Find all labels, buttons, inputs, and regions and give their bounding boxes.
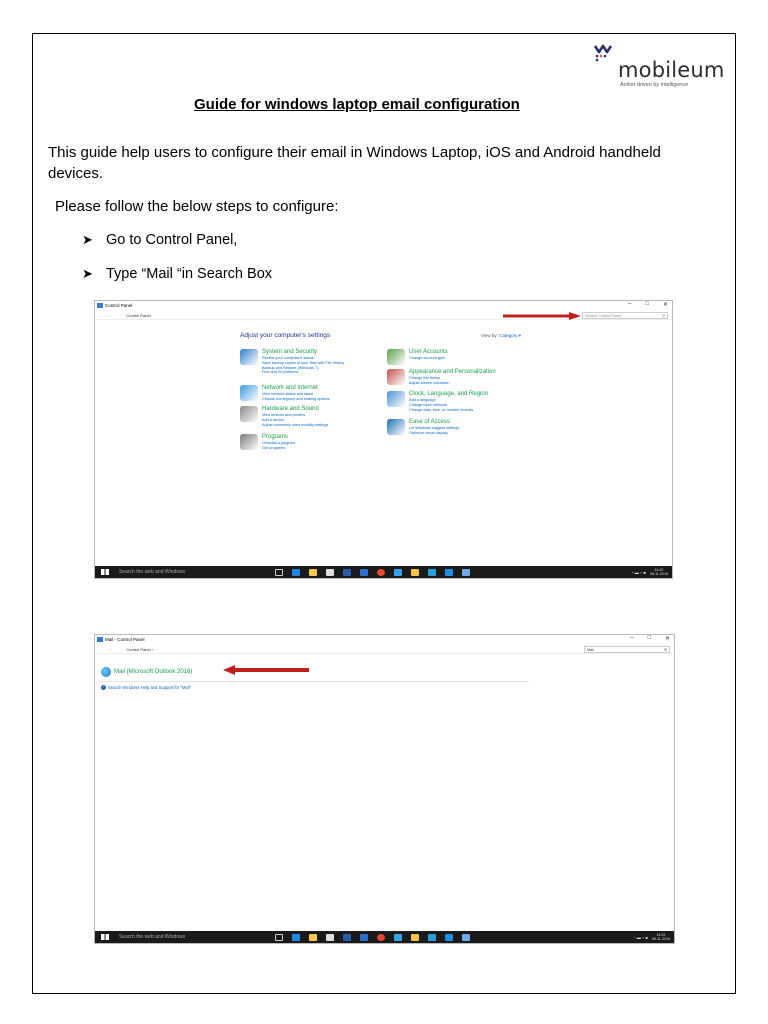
category-item — [387, 391, 488, 412]
result-divider — [99, 681, 529, 682]
skype-icon[interactable] — [445, 569, 453, 576]
search-placeholder: Search Control Panel — [585, 314, 622, 318]
search-input[interactable] — [582, 312, 668, 319]
steps-lead-text: Please follow the below steps to configure: — [55, 198, 339, 215]
window-title: Mail - Control Panel — [105, 637, 145, 642]
mail-result-text[interactable]: Mail (Microsoft Outlook 2016) — [114, 669, 193, 675]
search-icon: ⚲ — [662, 314, 665, 318]
bullet-arrow-icon: ➤ — [82, 232, 93, 247]
category-item — [387, 349, 448, 365]
category-title[interactable]: Ease of Access — [409, 419, 451, 425]
mail-icon — [101, 667, 111, 677]
clock[interactable] — [652, 933, 670, 941]
chrome-icon[interactable] — [377, 934, 385, 941]
maximize-button[interactable]: □ — [647, 635, 651, 641]
category-title[interactable]: Network and Internet — [262, 385, 318, 391]
edge-icon[interactable] — [292, 569, 300, 576]
app-icon[interactable] — [428, 569, 436, 576]
category-title[interactable]: User Accounts — [409, 349, 448, 355]
window-titlebar — [95, 301, 672, 310]
search-input[interactable] — [584, 646, 670, 653]
step-text: Type “Mail “in Search Box — [106, 266, 273, 282]
category-icon[interactable] — [387, 391, 405, 407]
folder-icon[interactable] — [411, 934, 419, 941]
category-link[interactable]: Optimize visual display — [409, 430, 448, 435]
ie-icon[interactable] — [394, 934, 402, 941]
category-link[interactable]: Add a language — [409, 398, 436, 402]
red-arrow-icon — [503, 312, 581, 320]
taskbar-search[interactable]: Search the web and Windows — [119, 569, 186, 575]
mail-result-link[interactable] — [101, 667, 192, 677]
category-item — [240, 349, 344, 375]
store-icon[interactable] — [326, 569, 334, 576]
category-title[interactable]: Hardware and Sound — [262, 406, 319, 412]
ie-icon[interactable] — [394, 569, 402, 576]
category-link[interactable]: Backup and Restore (Windows 7) — [262, 365, 319, 370]
minimize-button[interactable]: – — [630, 635, 634, 641]
word-icon[interactable] — [360, 934, 368, 941]
bullet-arrow-icon: ➤ — [82, 266, 93, 281]
file-explorer-icon[interactable] — [309, 934, 317, 941]
mobileum-logo-mark-icon — [594, 44, 614, 62]
address-text: Control Panel › — [126, 647, 154, 652]
task-view-icon[interactable] — [275, 569, 283, 576]
category-link[interactable]: Adjust screen resolution — [409, 380, 450, 385]
control-panel-icon[interactable] — [462, 569, 470, 576]
view-by-label: View by: — [481, 333, 498, 338]
system-tray — [632, 566, 668, 578]
help-link[interactable] — [101, 685, 191, 690]
category-link[interactable]: Change input methods — [409, 402, 448, 407]
taskbar-search[interactable]: Search the web and Windows — [119, 934, 186, 940]
cp-heading: Adjust your computer's settings — [240, 332, 331, 339]
category-link[interactable]: Change account type — [409, 356, 445, 360]
app-icon[interactable] — [428, 934, 436, 941]
category-icon[interactable] — [240, 406, 258, 422]
window-controls — [630, 635, 670, 642]
taskbar — [95, 566, 672, 578]
category-link[interactable]: Choose homegroup and sharing options — [262, 396, 330, 401]
category-item — [387, 369, 496, 386]
nav-arrows[interactable]: ← → ↑ — [99, 313, 112, 318]
control-panel-icon[interactable] — [462, 934, 470, 941]
taskbar-apps — [275, 934, 470, 941]
category-link[interactable]: Add a device — [262, 417, 284, 422]
red-arrow-icon — [223, 665, 309, 675]
view-by[interactable] — [481, 333, 521, 339]
category-icon[interactable] — [240, 349, 258, 365]
category-icon[interactable] — [240, 434, 258, 450]
control-panel-icon — [97, 637, 103, 642]
category-icon[interactable] — [387, 369, 405, 385]
help-icon: ? — [102, 685, 105, 689]
category-item — [240, 434, 295, 451]
step-item — [82, 232, 237, 248]
task-view-icon[interactable] — [275, 934, 283, 941]
nav-arrows[interactable]: ← → ↑ — [99, 647, 112, 652]
search-value: Mail — [587, 648, 594, 652]
store-icon[interactable] — [326, 934, 334, 941]
help-link-text[interactable]: Search Windows Help and Support for "Mail" — [108, 685, 192, 690]
skype-icon[interactable] — [445, 934, 453, 941]
category-link[interactable]: Review your computer's status — [262, 356, 314, 360]
logo-name: mobileum — [618, 58, 725, 82]
minimize-button[interactable]: – — [628, 301, 632, 307]
tray-icons[interactable]: ^ ▬ ⌁ ■ — [631, 569, 646, 575]
mobileum-logo — [594, 44, 725, 92]
clock[interactable] — [650, 568, 668, 576]
category-icon[interactable] — [387, 419, 405, 435]
category-link[interactable]: View devices and printers — [262, 413, 306, 417]
category-title[interactable]: Programs — [262, 434, 289, 440]
outlook-icon[interactable] — [343, 934, 351, 941]
category-title[interactable]: Appearance and Personalization — [409, 369, 496, 375]
folder-icon[interactable] — [411, 569, 419, 576]
window-title: Control Panel — [105, 303, 133, 308]
category-link[interactable]: Change the theme — [409, 376, 441, 380]
control-panel-icon — [97, 303, 103, 308]
address-text: Control Panel — [126, 313, 151, 318]
category-link[interactable]: Get programs — [262, 445, 286, 450]
clock-time: 14:02 — [654, 567, 664, 572]
category-title[interactable]: System and Security — [262, 349, 318, 355]
tray-icons[interactable]: ^ ▬ ⌁ ■ — [633, 934, 648, 940]
window-controls — [628, 301, 668, 308]
category-item — [387, 419, 459, 436]
clock-date: 08-11-2016 — [651, 937, 670, 941]
screenshot-control-panel — [94, 300, 673, 579]
start-icon[interactable] — [101, 934, 109, 940]
category-icon[interactable] — [387, 349, 405, 365]
category-item — [240, 406, 328, 427]
file-explorer-icon[interactable] — [309, 569, 317, 576]
clear-search-icon[interactable]: ✕ — [663, 648, 667, 652]
category-item — [240, 385, 330, 402]
view-by-dropdown[interactable]: Category ▾ — [499, 333, 521, 338]
category-icon[interactable] — [240, 385, 258, 401]
step-item — [82, 266, 272, 282]
start-icon[interactable] — [101, 569, 109, 575]
screenshot-mail-search — [94, 634, 675, 944]
clock-date: 08-11-2016 — [649, 572, 668, 576]
system-tray — [634, 931, 670, 943]
word-icon[interactable] — [360, 569, 368, 576]
taskbar — [95, 931, 674, 943]
category-link[interactable]: Save backup copies of your files with File History — [262, 360, 345, 365]
intro-paragraph: This guide help users to configure their email in Windows Laptop, iOS and Android handheld devices. — [48, 144, 661, 182]
taskbar-apps — [275, 569, 470, 576]
category-link[interactable]: Adjust commonly used mobility settings — [262, 422, 329, 427]
document-title: Guide for windows laptop email configuration — [194, 96, 520, 113]
logo-tagline: Action driven by intelligence — [620, 82, 689, 88]
category-link[interactable]: Let Windows suggest settings — [409, 426, 460, 430]
close-button[interactable]: ✕ — [662, 302, 668, 308]
category-link[interactable]: View network status and tasks — [262, 392, 314, 396]
category-link[interactable]: Find and fix problems — [262, 370, 299, 375]
edge-icon[interactable] — [292, 934, 300, 941]
clock-time: 14:03 — [656, 932, 666, 937]
category-link[interactable]: Uninstall a program — [262, 441, 295, 445]
close-button[interactable]: ✕ — [664, 636, 670, 642]
step-text: Go to Control Panel, — [106, 232, 238, 248]
maximize-button[interactable]: □ — [645, 301, 649, 307]
chrome-icon[interactable] — [377, 569, 385, 576]
window-titlebar — [95, 635, 674, 644]
outlook-icon[interactable] — [343, 569, 351, 576]
category-link[interactable]: Change date, time, or number formats — [409, 407, 474, 412]
category-title[interactable]: Clock, Language, and Region — [409, 391, 489, 397]
